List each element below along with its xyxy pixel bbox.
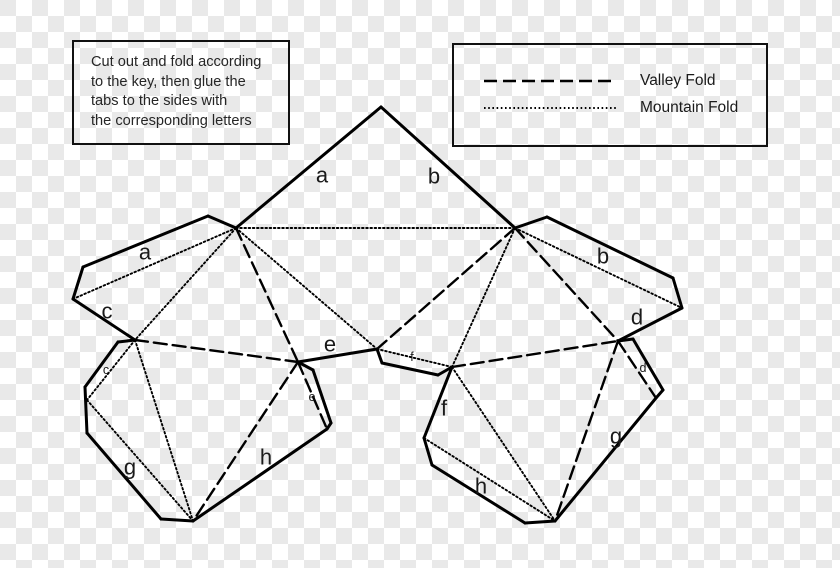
- dashed-fold-edge-D-W: [555, 341, 618, 521]
- solid-fold-edge-CB1-CG1: [85, 342, 118, 387]
- edge-letter-label-f: f: [440, 395, 448, 421]
- solid-fold-edge-D2-G1: [656, 390, 663, 398]
- solid-fold-edge-F2-FS: [424, 367, 452, 438]
- solid-fold-edge-CG3-V: [161, 519, 193, 521]
- solid-fold-edge-H1-V: [193, 429, 327, 521]
- dotted-fold-edge-A-F1: [236, 228, 377, 349]
- solid-fold-edge-G1-W: [555, 398, 656, 521]
- edge-letter-label-g: g: [123, 454, 137, 480]
- edge-letter-label-b: b: [427, 163, 441, 189]
- legend-label: Valley Fold: [640, 71, 716, 89]
- edge-letter-label-d: d: [639, 361, 647, 375]
- legend-row-mountain-fold: [482, 94, 766, 121]
- instruction-line: tabs to the sides with: [91, 93, 228, 109]
- edge-letter-label-h: h: [474, 473, 488, 499]
- solid-fold-edge-C-Q1: [515, 217, 547, 228]
- dashed-fold-edge-A-E: [236, 228, 298, 362]
- solid-fold-edge-Q1-Q2: [547, 217, 673, 278]
- fold-key-legend: [452, 43, 768, 147]
- dotted-fold-edge-C-F2: [452, 228, 515, 367]
- solid-fold-edge-D-D1: [618, 339, 633, 341]
- dotted-fold-edge-FS-W: [424, 438, 555, 521]
- solid-fold-edge-FT1-FT2: [382, 363, 438, 375]
- instruction-line: to the key, then glue the: [91, 73, 246, 90]
- valley-fold-line-sample: [482, 76, 618, 86]
- dashed-fold-edge-C-F1: [377, 228, 515, 349]
- instruction-line: Cut out and fold according: [91, 54, 262, 70]
- solid-fold-edge-D1-D2: [633, 339, 663, 390]
- edge-letter-label-f: f: [410, 350, 414, 364]
- dotted-fold-edge-B-C1: [87, 340, 135, 400]
- edge-letter-label-e: e: [323, 331, 337, 357]
- edge-letter-label-g: g: [609, 423, 623, 449]
- legend-label: Mountain Fold: [640, 98, 739, 116]
- dotted-fold-edge-C1-V: [87, 400, 193, 521]
- dotted-fold-edge-F2-W: [452, 367, 555, 521]
- mountain-fold-line-sample: [482, 103, 618, 113]
- edge-letter-label-a: a: [315, 162, 329, 188]
- dashed-fold-edge-B-E: [135, 340, 298, 362]
- dashed-fold-edge-E-V: [193, 362, 298, 521]
- legend-row-valley-fold: [482, 67, 766, 94]
- instruction-box: [72, 40, 290, 145]
- edge-letter-label-a: a: [138, 239, 152, 265]
- edge-letter-label-e: e: [308, 390, 316, 404]
- solid-fold-edge-F1-FT1: [377, 349, 382, 363]
- edge-letter-label-h: h: [259, 444, 273, 470]
- solid-fold-edge-P2-P3: [73, 267, 83, 299]
- solid-fold-edge-HT2-W: [525, 521, 555, 523]
- solid-fold-edge-E-F1: [298, 349, 377, 362]
- solid-fold-edge-B-CB1: [118, 340, 135, 342]
- edge-letter-label-b: b: [596, 243, 610, 269]
- dashed-fold-edge-F2-D: [452, 341, 618, 367]
- solid-fold-edge-Q3-D: [618, 308, 682, 341]
- solid-fold-edge-A-P1: [208, 216, 236, 228]
- edge-letter-label-c: c: [101, 298, 113, 324]
- instruction-line: the corresponding letters: [91, 112, 252, 129]
- dotted-fold-edge-B-V: [135, 340, 193, 521]
- edge-letter-label-d: d: [630, 304, 644, 330]
- solid-fold-edge-CG1-CG2: [85, 387, 87, 433]
- edge-letter-label-c: c: [102, 363, 110, 377]
